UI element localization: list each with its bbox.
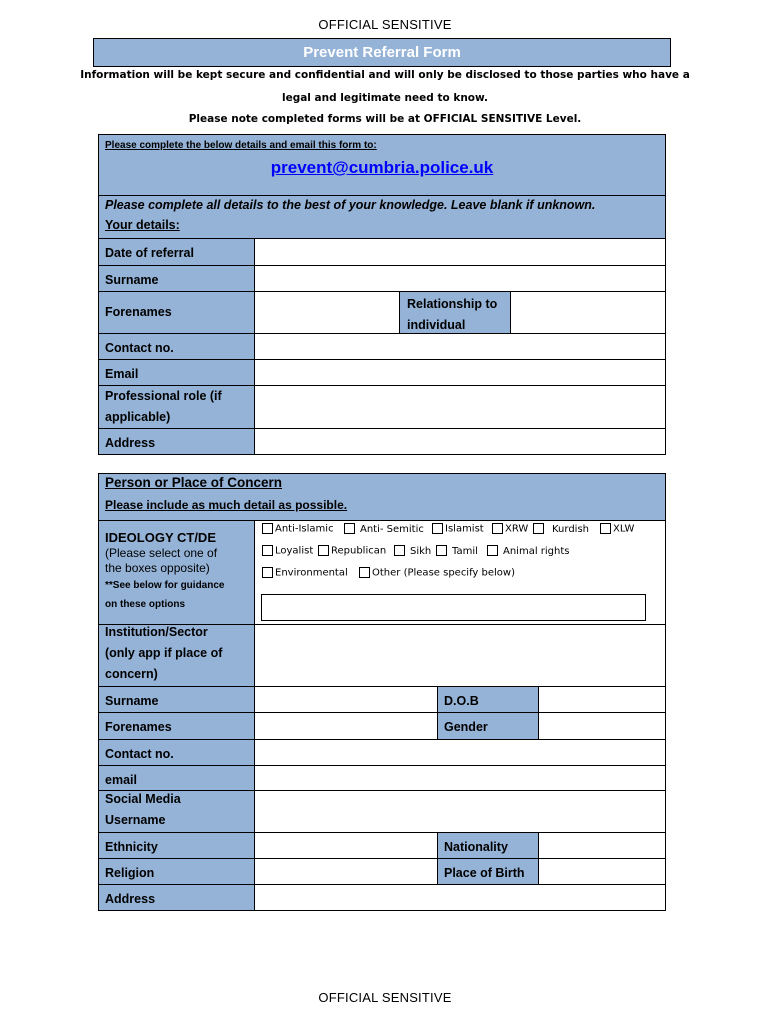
islamist-checkbox[interactable] xyxy=(432,523,443,534)
forenames-label: Forenames xyxy=(105,305,172,319)
contact-no-label: Contact no. xyxy=(98,333,255,360)
option-animal-rights[interactable]: Animal rights xyxy=(487,545,570,557)
option-anti-islamic[interactable]: Anti-Islamic xyxy=(262,523,334,535)
info-line-2: legal and legitimate need to know. xyxy=(281,92,489,104)
option-xrw[interactable]: XRW xyxy=(492,523,528,535)
dob-input[interactable] xyxy=(539,687,665,712)
your-details-heading: Your details: xyxy=(105,218,180,232)
relationship-label-line2: individual xyxy=(407,318,466,332)
referral-email-link[interactable]: prevent@cumbria.police.uk xyxy=(270,158,494,177)
institution-input[interactable] xyxy=(255,625,665,686)
guidance-note-line1: **See below for guidance xyxy=(105,580,225,591)
option-loyalist[interactable]: Loyalist xyxy=(262,545,313,557)
address-label: Address xyxy=(98,428,255,455)
ethnicity-label: Ethnicity xyxy=(98,832,255,859)
email-field[interactable] xyxy=(254,359,666,386)
other-checkbox[interactable] xyxy=(359,567,370,578)
professional-role-label-line1: Professional role (if xyxy=(105,389,222,403)
tamil-checkbox[interactable] xyxy=(436,545,447,556)
religion-label: Religion xyxy=(98,858,255,885)
email-instruction-block xyxy=(98,134,666,196)
surname-label: Surname xyxy=(98,265,255,292)
institution-label-line3: concern) xyxy=(105,667,158,681)
concern-heading-block xyxy=(98,473,666,521)
concern-contact-no-label: Contact no. xyxy=(98,739,255,766)
ethnicity-field[interactable] xyxy=(254,832,438,859)
concern-heading: Person or Place of Concern xyxy=(105,475,283,490)
address-input[interactable] xyxy=(255,429,665,454)
anti-semitic-checkbox[interactable] xyxy=(344,523,355,534)
religion-input[interactable] xyxy=(255,859,437,884)
forenames-label-cell xyxy=(98,291,255,334)
date-of-referral-label: Date of referral xyxy=(98,238,255,266)
concern-subheading: Please include as much detail as possible. xyxy=(105,498,348,512)
relationship-input[interactable] xyxy=(511,292,665,333)
nationality-input[interactable] xyxy=(539,833,665,858)
social-media-label-line2: Username xyxy=(105,813,166,827)
gender-field[interactable] xyxy=(538,712,666,740)
ideology-title: IDEOLOGY CT/DE xyxy=(105,530,216,545)
animal-rights-checkbox[interactable] xyxy=(487,545,498,556)
concern-forenames-input[interactable] xyxy=(255,713,437,739)
professional-role-label-line2: applicable) xyxy=(105,410,171,424)
concern-address-label: Address xyxy=(98,884,255,911)
forenames-input[interactable] xyxy=(255,292,399,333)
social-media-field[interactable] xyxy=(254,790,666,833)
concern-surname-field[interactable] xyxy=(254,686,438,713)
option-xlw[interactable]: XLW xyxy=(600,523,634,535)
xrw-checkbox[interactable] xyxy=(492,523,503,534)
concern-address-input[interactable] xyxy=(255,885,665,910)
religion-field[interactable] xyxy=(254,858,438,885)
surname-field[interactable] xyxy=(254,265,666,292)
concern-email-label: email xyxy=(98,765,255,791)
institution-label-cell xyxy=(98,624,255,687)
dob-label: D.O.B xyxy=(437,686,539,713)
date-of-referral-field[interactable] xyxy=(254,238,666,266)
email-instruction: Please complete the below details and email this form to: xyxy=(105,140,377,151)
guidance-note-line2: on these options xyxy=(105,599,185,610)
complete-note: Please complete all details to the best of your knowledge. Leave blank if unknown. xyxy=(105,198,596,212)
gender-label: Gender xyxy=(437,712,539,740)
place-of-birth-field[interactable] xyxy=(538,858,666,885)
ideology-note-line2: the boxes opposite) xyxy=(105,561,210,575)
republican-checkbox[interactable] xyxy=(318,545,329,556)
email-input[interactable] xyxy=(255,360,665,385)
dob-field[interactable] xyxy=(538,686,666,713)
institution-label-line1: Institution/Sector xyxy=(105,625,208,639)
kurdish-checkbox[interactable] xyxy=(533,523,544,534)
nationality-label: Nationality xyxy=(437,832,539,859)
option-republican[interactable]: Republican xyxy=(318,545,386,557)
concern-surname-label: Surname xyxy=(98,686,255,713)
concern-contact-no-input[interactable] xyxy=(255,740,665,765)
ideology-note-line1: (Please select one of xyxy=(105,546,218,560)
info-line-1: Information will be kept secure and confidential and will only be disclosed to those parties who have a xyxy=(80,69,690,81)
concern-contact-no-field[interactable] xyxy=(254,739,666,766)
institution-field[interactable] xyxy=(254,624,666,687)
info-line-3: Please note completed forms will be at OFFICIAL SENSITIVE Level. xyxy=(188,113,582,125)
option-other[interactable]: Other (Please specify below) xyxy=(359,567,515,579)
complete-note-block xyxy=(98,195,666,239)
place-of-birth-input[interactable] xyxy=(539,859,665,884)
classification-header: OFFICIAL SENSITIVE xyxy=(318,17,452,32)
ethnicity-input[interactable] xyxy=(255,833,437,858)
relationship-label-cell xyxy=(399,291,511,334)
option-sikh[interactable]: Sikh xyxy=(394,545,431,557)
email-label: Email xyxy=(98,359,255,386)
xlw-checkbox[interactable] xyxy=(600,523,611,534)
option-environmental[interactable]: Environmental xyxy=(262,567,348,579)
social-media-input[interactable] xyxy=(255,791,665,832)
contact-no-input[interactable] xyxy=(255,334,665,359)
ideology-options-cell xyxy=(254,520,666,625)
concern-forenames-label: Forenames xyxy=(98,712,255,740)
other-specify-input[interactable] xyxy=(262,595,645,620)
forenames-field[interactable] xyxy=(254,291,400,334)
institution-label-line2: (only app if place of xyxy=(105,646,223,660)
loyalist-checkbox[interactable] xyxy=(262,545,273,556)
social-media-label-cell xyxy=(98,790,255,833)
sikh-checkbox[interactable] xyxy=(394,545,405,556)
option-kurdish[interactable]: Kurdish xyxy=(533,523,589,535)
classification-footer: OFFICIAL SENSITIVE xyxy=(318,990,452,1005)
relationship-field[interactable] xyxy=(510,291,666,334)
environmental-checkbox[interactable] xyxy=(262,567,273,578)
ideology-label-cell xyxy=(98,520,255,625)
contact-no-field[interactable] xyxy=(254,333,666,360)
option-islamist[interactable]: Islamist xyxy=(432,523,484,535)
surname-input[interactable] xyxy=(255,266,665,291)
gender-input[interactable] xyxy=(539,713,665,739)
concern-address-field[interactable] xyxy=(254,884,666,911)
form-title: Prevent Referral Form xyxy=(93,38,671,67)
other-specify-field[interactable] xyxy=(261,594,646,621)
concern-email-input[interactable] xyxy=(255,766,665,790)
option-tamil[interactable]: Tamil xyxy=(436,545,478,557)
concern-email-field[interactable] xyxy=(254,765,666,791)
address-field[interactable] xyxy=(254,428,666,455)
date-of-referral-input[interactable] xyxy=(255,239,665,265)
concern-forenames-field[interactable] xyxy=(254,712,438,740)
professional-role-field[interactable] xyxy=(254,385,666,429)
professional-role-input[interactable] xyxy=(255,386,665,428)
concern-surname-input[interactable] xyxy=(255,687,437,712)
social-media-label-line1: Social Media xyxy=(105,792,181,806)
relationship-label-line1: Relationship to xyxy=(407,297,498,311)
anti-islamic-checkbox[interactable] xyxy=(262,523,273,534)
place-of-birth-label: Place of Birth xyxy=(437,858,539,885)
option-anti-semitic[interactable]: Anti- Semitic xyxy=(344,523,424,535)
professional-role-label-cell xyxy=(98,385,255,429)
nationality-field[interactable] xyxy=(538,832,666,859)
